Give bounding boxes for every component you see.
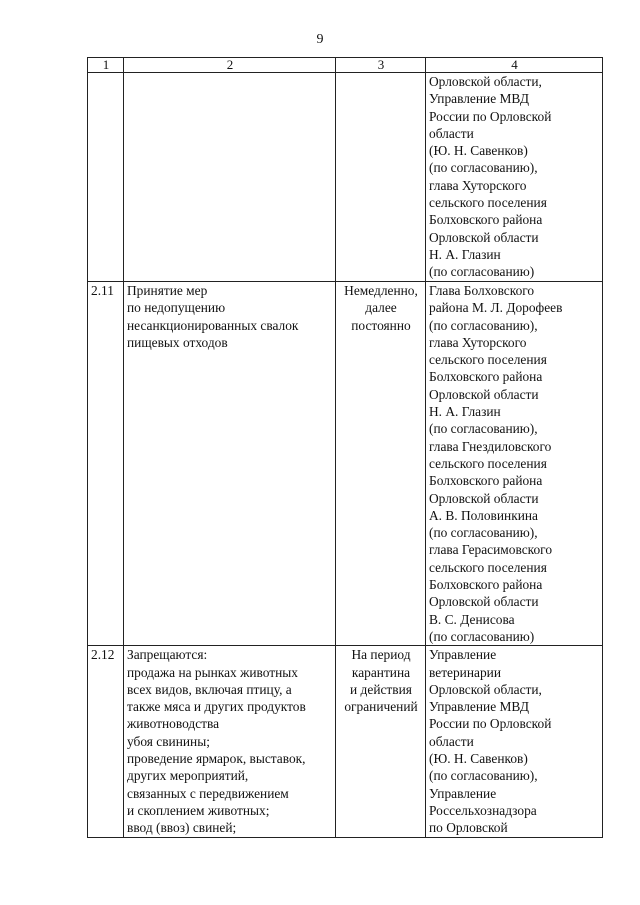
term-cell <box>336 73 426 282</box>
action-cell <box>124 73 336 282</box>
table-row <box>88 73 603 282</box>
column-header-2: 2 <box>124 58 336 73</box>
action-cell: Запрещаются: продажа на рынках животных всех видов, включая птицу, а также мяса и других продуктов животноводства убоя свинины; проведение ярмарок, выставок, других мероприятий, связанных с передвижением и скоплением животных; ввод (ввоз) свиней; <box>124 646 336 837</box>
responsible-cell: Управление ветеринарии Орловской области, Управление МВД России по Орловской области (Ю. Н. Савенков) (по согласованию), Управление Россельхознадзора по Орловской <box>426 646 603 837</box>
column-header-4: 4 <box>426 58 603 73</box>
page-number: 9 <box>316 32 324 47</box>
term-cell: На период карантина и действия ограничений <box>336 646 426 837</box>
row-number: 2.12 <box>88 646 124 837</box>
column-header-3: 3 <box>336 58 426 73</box>
row-number <box>88 73 124 282</box>
responsible-cell: Глава Болховского района М. Л. Дорофеев (по согласованию), глава Хуторского сельского поселения Болховского района Орловской области Н. А. Глазин (по согласованию), глава Гнездиловского сельского поселения Болховского района Орловской области А. В. Половинкина (по согласованию), глава Герасимовского сельского поселения Болховского района Орловской области В. С. Денисова (по согласованию) <box>426 282 603 646</box>
table-row <box>88 646 603 837</box>
action-cell: Принятие мер по недопущению несанкционированных свалок пищевых отходов <box>124 282 336 646</box>
row-number: 2.11 <box>88 282 124 646</box>
table-header-row <box>88 58 603 73</box>
responsible-cell: Орловской области, Управление МВД России по Орловской области (Ю. Н. Савенков) (по согласованию), глава Хуторского сельского поселения Болховского района Орловской области Н. А. Глазин (по согласованию) <box>426 73 603 282</box>
term-cell: Немедленно, далее постоянно <box>336 282 426 646</box>
measures-table <box>87 57 603 838</box>
column-header-1: 1 <box>88 58 124 73</box>
table-row <box>88 282 603 646</box>
